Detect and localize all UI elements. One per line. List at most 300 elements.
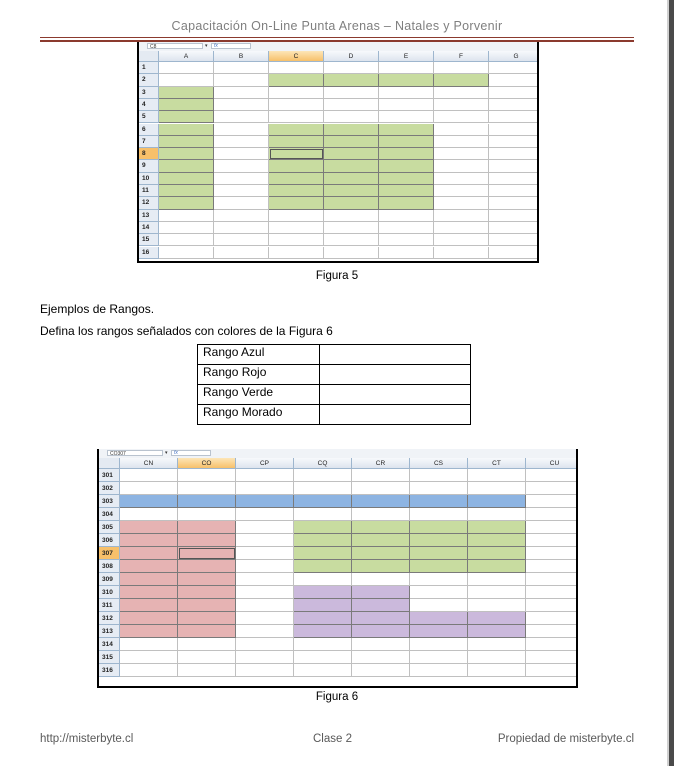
cell-cu316[interactable] bbox=[526, 664, 578, 677]
cell-cp307[interactable] bbox=[236, 547, 294, 560]
cell-c1[interactable] bbox=[269, 62, 324, 74]
cell-d3[interactable] bbox=[324, 87, 379, 99]
row-header-9[interactable]: 9 bbox=[139, 160, 159, 172]
cell-e14[interactable] bbox=[379, 222, 434, 234]
cell-a3[interactable] bbox=[159, 87, 214, 99]
cell-g6[interactable] bbox=[489, 124, 539, 136]
cell-d6[interactable] bbox=[324, 124, 379, 136]
cell-cp311[interactable] bbox=[236, 599, 294, 612]
cell-cq303[interactable] bbox=[294, 495, 352, 508]
cell-d8[interactable] bbox=[324, 148, 379, 160]
cell-cs306[interactable] bbox=[410, 534, 468, 547]
cell-cu302[interactable] bbox=[526, 482, 578, 495]
row-header-314[interactable]: 314 bbox=[99, 638, 120, 651]
cell-a9[interactable] bbox=[159, 160, 214, 172]
cell-cs302[interactable] bbox=[410, 482, 468, 495]
cell-cq307[interactable] bbox=[294, 547, 352, 560]
cell-cr310[interactable] bbox=[352, 586, 410, 599]
cell-f5[interactable] bbox=[434, 111, 489, 123]
cell-co301[interactable] bbox=[178, 469, 236, 482]
cell-cr302[interactable] bbox=[352, 482, 410, 495]
cell-cr313[interactable] bbox=[352, 625, 410, 638]
row-header-307[interactable]: 307 bbox=[99, 547, 120, 560]
cell-g13[interactable] bbox=[489, 210, 539, 222]
cell-cp310[interactable] bbox=[236, 586, 294, 599]
cell-cr311[interactable] bbox=[352, 599, 410, 612]
cell-c11[interactable] bbox=[269, 185, 324, 197]
cell-cr312[interactable] bbox=[352, 612, 410, 625]
row-header-14[interactable]: 14 bbox=[139, 222, 159, 234]
cell-e7[interactable] bbox=[379, 136, 434, 148]
row-header-315[interactable]: 315 bbox=[99, 651, 120, 664]
row-header-4[interactable]: 4 bbox=[139, 99, 159, 111]
cell-cr316[interactable] bbox=[352, 664, 410, 677]
cell-cr301[interactable] bbox=[352, 469, 410, 482]
name-box[interactable]: CO307 bbox=[107, 450, 163, 456]
cell-cr303[interactable] bbox=[352, 495, 410, 508]
cell-cq313[interactable] bbox=[294, 625, 352, 638]
cell-cp303[interactable] bbox=[236, 495, 294, 508]
cell-c6[interactable] bbox=[269, 124, 324, 136]
cell-cn312[interactable] bbox=[120, 612, 178, 625]
cell-cn305[interactable] bbox=[120, 521, 178, 534]
column-header-b[interactable]: B bbox=[214, 51, 269, 62]
cell-a13[interactable] bbox=[159, 210, 214, 222]
column-header-cs[interactable]: CS bbox=[410, 458, 468, 469]
cell-c5[interactable] bbox=[269, 111, 324, 123]
cell-f11[interactable] bbox=[434, 185, 489, 197]
dropdown-arrow-icon[interactable]: ▾ bbox=[205, 43, 208, 49]
row-header-15[interactable]: 15 bbox=[139, 234, 159, 246]
cell-a15[interactable] bbox=[159, 234, 214, 246]
cell-co303[interactable] bbox=[178, 495, 236, 508]
cell-cs305[interactable] bbox=[410, 521, 468, 534]
cell-cn306[interactable] bbox=[120, 534, 178, 547]
cell-cu301[interactable] bbox=[526, 469, 578, 482]
cell-g16[interactable] bbox=[489, 247, 539, 259]
cell-cp314[interactable] bbox=[236, 638, 294, 651]
name-box[interactable]: C8 bbox=[147, 43, 203, 49]
column-header-a[interactable]: A bbox=[159, 51, 214, 62]
cell-cs304[interactable] bbox=[410, 508, 468, 521]
cell-ct301[interactable] bbox=[468, 469, 526, 482]
cell-b2[interactable] bbox=[214, 74, 269, 86]
cell-e16[interactable] bbox=[379, 247, 434, 259]
cell-cp315[interactable] bbox=[236, 651, 294, 664]
cell-cn308[interactable] bbox=[120, 560, 178, 573]
cell-d16[interactable] bbox=[324, 247, 379, 259]
row-header-5[interactable]: 5 bbox=[139, 111, 159, 123]
cell-co315[interactable] bbox=[178, 651, 236, 664]
cell-cp309[interactable] bbox=[236, 573, 294, 586]
cell-cu310[interactable] bbox=[526, 586, 578, 599]
cell-a7[interactable] bbox=[159, 136, 214, 148]
cell-c12[interactable] bbox=[269, 197, 324, 209]
cell-cs310[interactable] bbox=[410, 586, 468, 599]
cell-f1[interactable] bbox=[434, 62, 489, 74]
cell-a5[interactable] bbox=[159, 111, 214, 123]
cell-ct313[interactable] bbox=[468, 625, 526, 638]
cell-c2[interactable] bbox=[269, 74, 324, 86]
cell-b11[interactable] bbox=[214, 185, 269, 197]
range-answer-cell[interactable] bbox=[320, 345, 471, 365]
cell-a16[interactable] bbox=[159, 247, 214, 259]
column-header-d[interactable]: D bbox=[324, 51, 379, 62]
cell-b8[interactable] bbox=[214, 148, 269, 160]
cell-a8[interactable] bbox=[159, 148, 214, 160]
column-header-cp[interactable]: CP bbox=[236, 458, 294, 469]
cell-e1[interactable] bbox=[379, 62, 434, 74]
cell-cr307[interactable] bbox=[352, 547, 410, 560]
cell-a2[interactable] bbox=[159, 74, 214, 86]
cell-cu309[interactable] bbox=[526, 573, 578, 586]
fx-icon[interactable]: fx bbox=[171, 450, 211, 456]
cell-cu305[interactable] bbox=[526, 521, 578, 534]
cell-cu308[interactable] bbox=[526, 560, 578, 573]
cell-f4[interactable] bbox=[434, 99, 489, 111]
cell-e3[interactable] bbox=[379, 87, 434, 99]
column-header-cr[interactable]: CR bbox=[352, 458, 410, 469]
cell-cn307[interactable] bbox=[120, 547, 178, 560]
cell-d13[interactable] bbox=[324, 210, 379, 222]
cell-cn316[interactable] bbox=[120, 664, 178, 677]
cell-cr306[interactable] bbox=[352, 534, 410, 547]
cell-g11[interactable] bbox=[489, 185, 539, 197]
row-header-12[interactable]: 12 bbox=[139, 197, 159, 209]
cell-cu311[interactable] bbox=[526, 599, 578, 612]
cell-c8[interactable] bbox=[269, 148, 324, 160]
cell-cq316[interactable] bbox=[294, 664, 352, 677]
cell-co307[interactable] bbox=[178, 547, 236, 560]
column-header-cq[interactable]: CQ bbox=[294, 458, 352, 469]
cell-d2[interactable] bbox=[324, 74, 379, 86]
cell-b1[interactable] bbox=[214, 62, 269, 74]
cell-c9[interactable] bbox=[269, 160, 324, 172]
cell-ct307[interactable] bbox=[468, 547, 526, 560]
cell-cu315[interactable] bbox=[526, 651, 578, 664]
cell-ct308[interactable] bbox=[468, 560, 526, 573]
cell-a11[interactable] bbox=[159, 185, 214, 197]
cell-cr309[interactable] bbox=[352, 573, 410, 586]
cell-co309[interactable] bbox=[178, 573, 236, 586]
cell-cp308[interactable] bbox=[236, 560, 294, 573]
row-header-306[interactable]: 306 bbox=[99, 534, 120, 547]
cell-ct314[interactable] bbox=[468, 638, 526, 651]
cell-g10[interactable] bbox=[489, 173, 539, 185]
row-header-8[interactable]: 8 bbox=[139, 148, 159, 160]
cell-b13[interactable] bbox=[214, 210, 269, 222]
cell-g1[interactable] bbox=[489, 62, 539, 74]
cell-cq306[interactable] bbox=[294, 534, 352, 547]
row-header-11[interactable]: 11 bbox=[139, 185, 159, 197]
cell-cp305[interactable] bbox=[236, 521, 294, 534]
cell-cq311[interactable] bbox=[294, 599, 352, 612]
cell-ct316[interactable] bbox=[468, 664, 526, 677]
row-header-7[interactable]: 7 bbox=[139, 136, 159, 148]
select-all-corner[interactable] bbox=[139, 51, 159, 62]
cell-cq310[interactable] bbox=[294, 586, 352, 599]
cell-f15[interactable] bbox=[434, 234, 489, 246]
cell-d5[interactable] bbox=[324, 111, 379, 123]
cell-cu306[interactable] bbox=[526, 534, 578, 547]
cell-cn315[interactable] bbox=[120, 651, 178, 664]
cell-e6[interactable] bbox=[379, 124, 434, 136]
row-header-302[interactable]: 302 bbox=[99, 482, 120, 495]
range-table bbox=[197, 344, 471, 425]
cell-ct305[interactable] bbox=[468, 521, 526, 534]
cell-f6[interactable] bbox=[434, 124, 489, 136]
cell-co313[interactable] bbox=[178, 625, 236, 638]
cell-g14[interactable] bbox=[489, 222, 539, 234]
cell-ct306[interactable] bbox=[468, 534, 526, 547]
cell-co304[interactable] bbox=[178, 508, 236, 521]
cell-e2[interactable] bbox=[379, 74, 434, 86]
cell-cs311[interactable] bbox=[410, 599, 468, 612]
cell-cq305[interactable] bbox=[294, 521, 352, 534]
cell-cn301[interactable] bbox=[120, 469, 178, 482]
cell-cs312[interactable] bbox=[410, 612, 468, 625]
cell-cn309[interactable] bbox=[120, 573, 178, 586]
row-header-312[interactable]: 312 bbox=[99, 612, 120, 625]
cell-cn302[interactable] bbox=[120, 482, 178, 495]
cell-e13[interactable] bbox=[379, 210, 434, 222]
cell-cu313[interactable] bbox=[526, 625, 578, 638]
row-header-2[interactable]: 2 bbox=[139, 74, 159, 86]
row-header-310[interactable]: 310 bbox=[99, 586, 120, 599]
cell-c10[interactable] bbox=[269, 173, 324, 185]
cell-g7[interactable] bbox=[489, 136, 539, 148]
cell-ct303[interactable] bbox=[468, 495, 526, 508]
cell-ct310[interactable] bbox=[468, 586, 526, 599]
cell-co305[interactable] bbox=[178, 521, 236, 534]
cell-g15[interactable] bbox=[489, 234, 539, 246]
cell-cr308[interactable] bbox=[352, 560, 410, 573]
cell-cq302[interactable] bbox=[294, 482, 352, 495]
cell-ct304[interactable] bbox=[468, 508, 526, 521]
cell-d4[interactable] bbox=[324, 99, 379, 111]
cell-g2[interactable] bbox=[489, 74, 539, 86]
cell-b4[interactable] bbox=[214, 99, 269, 111]
cell-cu314[interactable] bbox=[526, 638, 578, 651]
cell-c13[interactable] bbox=[269, 210, 324, 222]
cell-a4[interactable] bbox=[159, 99, 214, 111]
cell-b16[interactable] bbox=[214, 247, 269, 259]
cell-b5[interactable] bbox=[214, 111, 269, 123]
cell-cq304[interactable] bbox=[294, 508, 352, 521]
cell-f9[interactable] bbox=[434, 160, 489, 172]
cell-a6[interactable] bbox=[159, 124, 214, 136]
cell-co312[interactable] bbox=[178, 612, 236, 625]
cell-c14[interactable] bbox=[269, 222, 324, 234]
fx-icon[interactable]: fx bbox=[211, 43, 251, 49]
row-header-6[interactable]: 6 bbox=[139, 124, 159, 136]
cell-e10[interactable] bbox=[379, 173, 434, 185]
cell-cq312[interactable] bbox=[294, 612, 352, 625]
cell-c4[interactable] bbox=[269, 99, 324, 111]
cell-cp302[interactable] bbox=[236, 482, 294, 495]
cell-cs303[interactable] bbox=[410, 495, 468, 508]
cell-cr305[interactable] bbox=[352, 521, 410, 534]
cell-f2[interactable] bbox=[434, 74, 489, 86]
cell-cr315[interactable] bbox=[352, 651, 410, 664]
cell-f8[interactable] bbox=[434, 148, 489, 160]
cell-d9[interactable] bbox=[324, 160, 379, 172]
cell-a1[interactable] bbox=[159, 62, 214, 74]
cell-b7[interactable] bbox=[214, 136, 269, 148]
cell-cp304[interactable] bbox=[236, 508, 294, 521]
cell-g5[interactable] bbox=[489, 111, 539, 123]
cell-e5[interactable] bbox=[379, 111, 434, 123]
row-header-311[interactable]: 311 bbox=[99, 599, 120, 612]
cell-f14[interactable] bbox=[434, 222, 489, 234]
row-header-309[interactable]: 309 bbox=[99, 573, 120, 586]
column-header-cn[interactable]: CN bbox=[120, 458, 178, 469]
row-header-3[interactable]: 3 bbox=[139, 87, 159, 99]
cell-d10[interactable] bbox=[324, 173, 379, 185]
cell-cu312[interactable] bbox=[526, 612, 578, 625]
cell-ct309[interactable] bbox=[468, 573, 526, 586]
cell-co308[interactable] bbox=[178, 560, 236, 573]
cell-d11[interactable] bbox=[324, 185, 379, 197]
cell-cp301[interactable] bbox=[236, 469, 294, 482]
cell-d7[interactable] bbox=[324, 136, 379, 148]
cell-g9[interactable] bbox=[489, 160, 539, 172]
row-header-305[interactable]: 305 bbox=[99, 521, 120, 534]
cell-cs307[interactable] bbox=[410, 547, 468, 560]
cell-f13[interactable] bbox=[434, 210, 489, 222]
cell-g3[interactable] bbox=[489, 87, 539, 99]
cell-b9[interactable] bbox=[214, 160, 269, 172]
row-header-10[interactable]: 10 bbox=[139, 173, 159, 185]
cell-cr314[interactable] bbox=[352, 638, 410, 651]
cell-f3[interactable] bbox=[434, 87, 489, 99]
cell-d15[interactable] bbox=[324, 234, 379, 246]
cell-cu303[interactable] bbox=[526, 495, 578, 508]
row-header-304[interactable]: 304 bbox=[99, 508, 120, 521]
cell-a10[interactable] bbox=[159, 173, 214, 185]
cell-cq308[interactable] bbox=[294, 560, 352, 573]
range-answer-cell[interactable] bbox=[320, 385, 471, 405]
column-header-e[interactable]: E bbox=[379, 51, 434, 62]
column-header-cu[interactable]: CU bbox=[526, 458, 578, 469]
cell-cs308[interactable] bbox=[410, 560, 468, 573]
cell-cq301[interactable] bbox=[294, 469, 352, 482]
cell-f12[interactable] bbox=[434, 197, 489, 209]
dropdown-arrow-icon[interactable]: ▾ bbox=[165, 450, 168, 456]
cell-co311[interactable] bbox=[178, 599, 236, 612]
cell-e15[interactable] bbox=[379, 234, 434, 246]
cell-b6[interactable] bbox=[214, 124, 269, 136]
row-header-316[interactable]: 316 bbox=[99, 664, 120, 677]
cell-b12[interactable] bbox=[214, 197, 269, 209]
cell-cn313[interactable] bbox=[120, 625, 178, 638]
cell-ct302[interactable] bbox=[468, 482, 526, 495]
cell-co314[interactable] bbox=[178, 638, 236, 651]
cell-co316[interactable] bbox=[178, 664, 236, 677]
select-all-corner[interactable] bbox=[99, 458, 120, 469]
cell-cp306[interactable] bbox=[236, 534, 294, 547]
cell-cn311[interactable] bbox=[120, 599, 178, 612]
cell-f16[interactable] bbox=[434, 247, 489, 259]
cell-d12[interactable] bbox=[324, 197, 379, 209]
cell-b10[interactable] bbox=[214, 173, 269, 185]
cell-c3[interactable] bbox=[269, 87, 324, 99]
row-header-16[interactable]: 16 bbox=[139, 247, 159, 259]
cell-cs309[interactable] bbox=[410, 573, 468, 586]
cell-c16[interactable] bbox=[269, 247, 324, 259]
cell-d1[interactable] bbox=[324, 62, 379, 74]
cell-cp313[interactable] bbox=[236, 625, 294, 638]
cell-cs313[interactable] bbox=[410, 625, 468, 638]
cell-ct312[interactable] bbox=[468, 612, 526, 625]
cell-cp316[interactable] bbox=[236, 664, 294, 677]
cell-ct315[interactable] bbox=[468, 651, 526, 664]
cell-cp312[interactable] bbox=[236, 612, 294, 625]
row-header-308[interactable]: 308 bbox=[99, 560, 120, 573]
cell-ct311[interactable] bbox=[468, 599, 526, 612]
row-header-313[interactable]: 313 bbox=[99, 625, 120, 638]
row-header-1[interactable]: 1 bbox=[139, 62, 159, 74]
cell-cq309[interactable] bbox=[294, 573, 352, 586]
cell-cu307[interactable] bbox=[526, 547, 578, 560]
cell-e9[interactable] bbox=[379, 160, 434, 172]
cell-g12[interactable] bbox=[489, 197, 539, 209]
cell-d14[interactable] bbox=[324, 222, 379, 234]
cell-g4[interactable] bbox=[489, 99, 539, 111]
cell-cn304[interactable] bbox=[120, 508, 178, 521]
cell-co302[interactable] bbox=[178, 482, 236, 495]
cell-cn314[interactable] bbox=[120, 638, 178, 651]
range-answer-cell[interactable] bbox=[320, 405, 471, 425]
cell-f7[interactable] bbox=[434, 136, 489, 148]
column-header-g[interactable]: G bbox=[489, 51, 539, 62]
cell-co306[interactable] bbox=[178, 534, 236, 547]
cell-c15[interactable] bbox=[269, 234, 324, 246]
cell-cs314[interactable] bbox=[410, 638, 468, 651]
cell-b15[interactable] bbox=[214, 234, 269, 246]
cell-cr304[interactable] bbox=[352, 508, 410, 521]
cell-cs301[interactable] bbox=[410, 469, 468, 482]
column-header-f[interactable]: F bbox=[434, 51, 489, 62]
column-header-ct[interactable]: CT bbox=[468, 458, 526, 469]
cell-e11[interactable] bbox=[379, 185, 434, 197]
cell-cu304[interactable] bbox=[526, 508, 578, 521]
cell-b3[interactable] bbox=[214, 87, 269, 99]
cell-a14[interactable] bbox=[159, 222, 214, 234]
cell-e4[interactable] bbox=[379, 99, 434, 111]
row-header-13[interactable]: 13 bbox=[139, 210, 159, 222]
column-header-c[interactable]: C bbox=[269, 51, 324, 62]
cell-cs315[interactable] bbox=[410, 651, 468, 664]
cell-cn310[interactable] bbox=[120, 586, 178, 599]
range-answer-cell[interactable] bbox=[320, 365, 471, 385]
cell-cq314[interactable] bbox=[294, 638, 352, 651]
cell-c7[interactable] bbox=[269, 136, 324, 148]
cell-cq315[interactable] bbox=[294, 651, 352, 664]
cell-a12[interactable] bbox=[159, 197, 214, 209]
cell-co310[interactable] bbox=[178, 586, 236, 599]
cell-e8[interactable] bbox=[379, 148, 434, 160]
cell-e12[interactable] bbox=[379, 197, 434, 209]
cell-b14[interactable] bbox=[214, 222, 269, 234]
cell-g8[interactable] bbox=[489, 148, 539, 160]
cell-f10[interactable] bbox=[434, 173, 489, 185]
cell-cs316[interactable] bbox=[410, 664, 468, 677]
row-header-303[interactable]: 303 bbox=[99, 495, 120, 508]
column-header-co[interactable]: CO bbox=[178, 458, 236, 469]
row-header-301[interactable]: 301 bbox=[99, 469, 120, 482]
cell-cn303[interactable] bbox=[120, 495, 178, 508]
